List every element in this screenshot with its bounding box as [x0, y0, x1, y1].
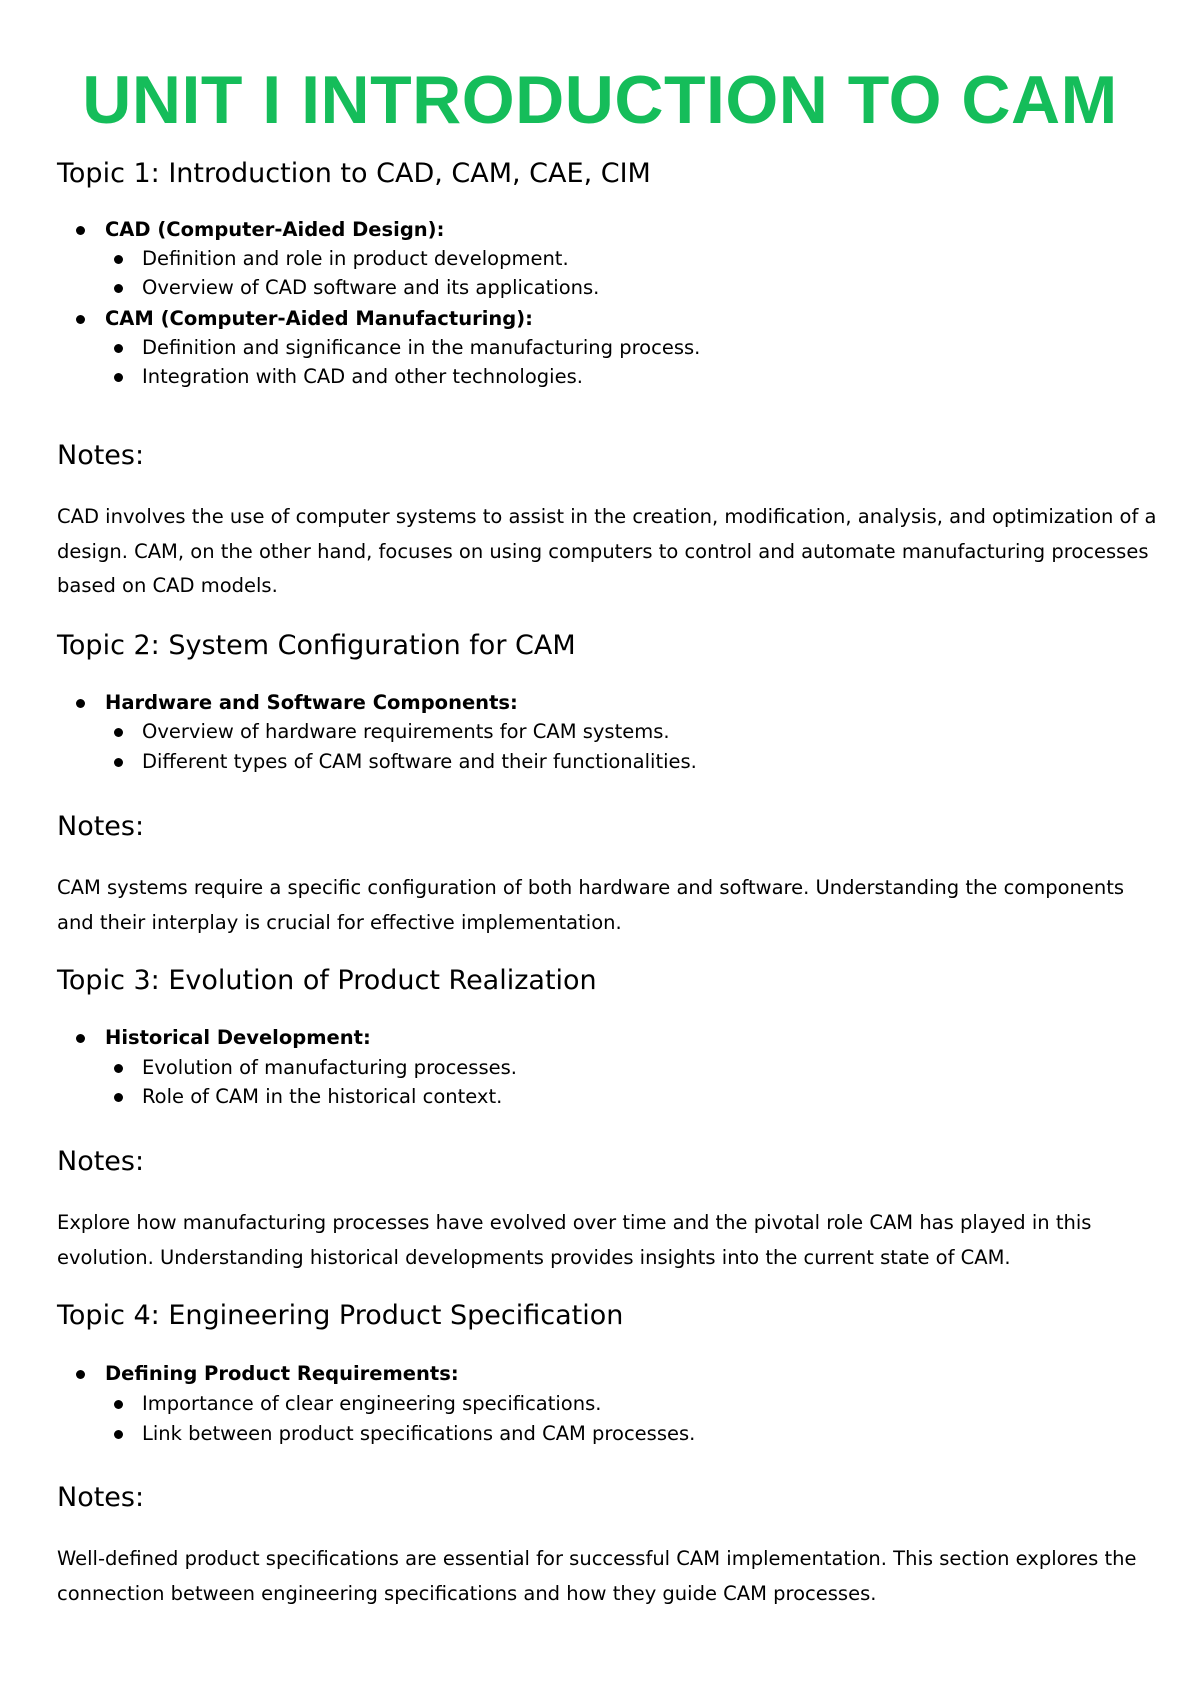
bullet-item [142, 1083, 502, 1111]
topic-heading: Topic 4: Engineering Product Specification [57, 1300, 624, 1331]
bullet-group [105, 1360, 459, 1388]
topic-heading: Topic 2: System Configuration for CAM [57, 630, 576, 661]
bullet-group [105, 689, 518, 717]
bullet-dot-icon [76, 699, 85, 708]
bullet-item [142, 1390, 601, 1418]
notes-paragraph: CAD involves the use of computer systems to assist in the creation, modification, analysis, and optimization of a design. CAM, on the other hand, focuses on using computers to control and automate manufacturing processes based on CAD models. [57, 505, 1157, 597]
bullet-item [142, 748, 697, 776]
bullet-item [142, 1420, 695, 1448]
bullet-item-text: Link between product specifications and CAM processes. [142, 1422, 696, 1445]
bullet-item-text: Overview of CAD software and its applications. [142, 276, 600, 299]
notes-paragraph: Explore how manufacturing processes have evolved over time and the pivotal role CAM has played in this evolution. Understanding historical developments provides insights into the current state of CAM. [57, 1211, 1092, 1269]
bullet-dot-icon [114, 1093, 123, 1102]
bullet-item-text: Overview of hardware requirements for CAM systems. [142, 720, 670, 743]
bullet-item-text: Integration with CAD and other technologies. [142, 365, 583, 388]
bullet-item [142, 363, 583, 391]
bullet-group [105, 1024, 371, 1052]
bullet-group-label: Historical Development: [105, 1026, 371, 1049]
bullet-dot-icon [114, 728, 123, 737]
notes-heading: Notes: [57, 440, 145, 471]
bullet-group [105, 216, 444, 244]
bullet-dot-icon [114, 255, 123, 264]
bullet-dot-icon [114, 344, 123, 353]
notes-heading: Notes: [57, 1482, 145, 1513]
bullet-item [142, 274, 599, 302]
bullet-group-label: CAD (Computer-Aided Design): [105, 218, 445, 241]
bullet-item [142, 334, 700, 362]
notes-heading: Notes: [57, 1146, 145, 1177]
bullet-dot-icon [114, 1400, 123, 1409]
bullet-group-label: Defining Product Requirements: [105, 1362, 459, 1385]
notes-paragraph: CAM systems require a specific configuration of both hardware and software. Understanding the components and their interplay is crucial for effective implementation. [57, 876, 1125, 934]
notes-paragraph: Well-defined product specifications are essential for successful CAM implementation. This section explores the connection between engineering specifications and how they guide CAM processes. [57, 1547, 1137, 1605]
bullet-item [142, 718, 670, 746]
bullet-group-label: CAM (Computer-Aided Manufacturing): [105, 307, 533, 330]
bullet-dot-icon [114, 373, 123, 382]
bullet-item-text: Different types of CAM software and their functionalities. [142, 750, 697, 773]
page-title: UNIT I INTRODUCTION TO CAM [82, 62, 1118, 138]
bullet-item-text: Definition and role in product development. [142, 247, 569, 270]
bullet-item [142, 1054, 517, 1082]
bullet-item-text: Importance of clear engineering specifications. [142, 1392, 602, 1415]
topic-heading: Topic 1: Introduction to CAD, CAM, CAE, CIM [57, 158, 651, 189]
bullet-dot-icon [76, 1370, 85, 1379]
bullet-dot-icon [114, 1430, 123, 1439]
bullet-group [105, 305, 533, 333]
bullet-item-text: Role of CAM in the historical context. [142, 1085, 503, 1108]
bullet-dot-icon [114, 1064, 123, 1073]
bullet-item [142, 245, 569, 273]
topic-heading: Topic 3: Evolution of Product Realization [57, 965, 597, 996]
bullet-item-text: Evolution of manufacturing processes. [142, 1056, 517, 1079]
notes-heading: Notes: [57, 811, 145, 842]
bullet-dot-icon [114, 284, 123, 293]
bullet-item-text: Definition and significance in the manufacturing process. [142, 336, 701, 359]
bullet-dot-icon [76, 1034, 85, 1043]
bullet-group-label: Hardware and Software Components: [105, 691, 518, 714]
bullet-dot-icon [76, 226, 85, 235]
bullet-dot-icon [114, 758, 123, 767]
bullet-dot-icon [76, 315, 85, 324]
